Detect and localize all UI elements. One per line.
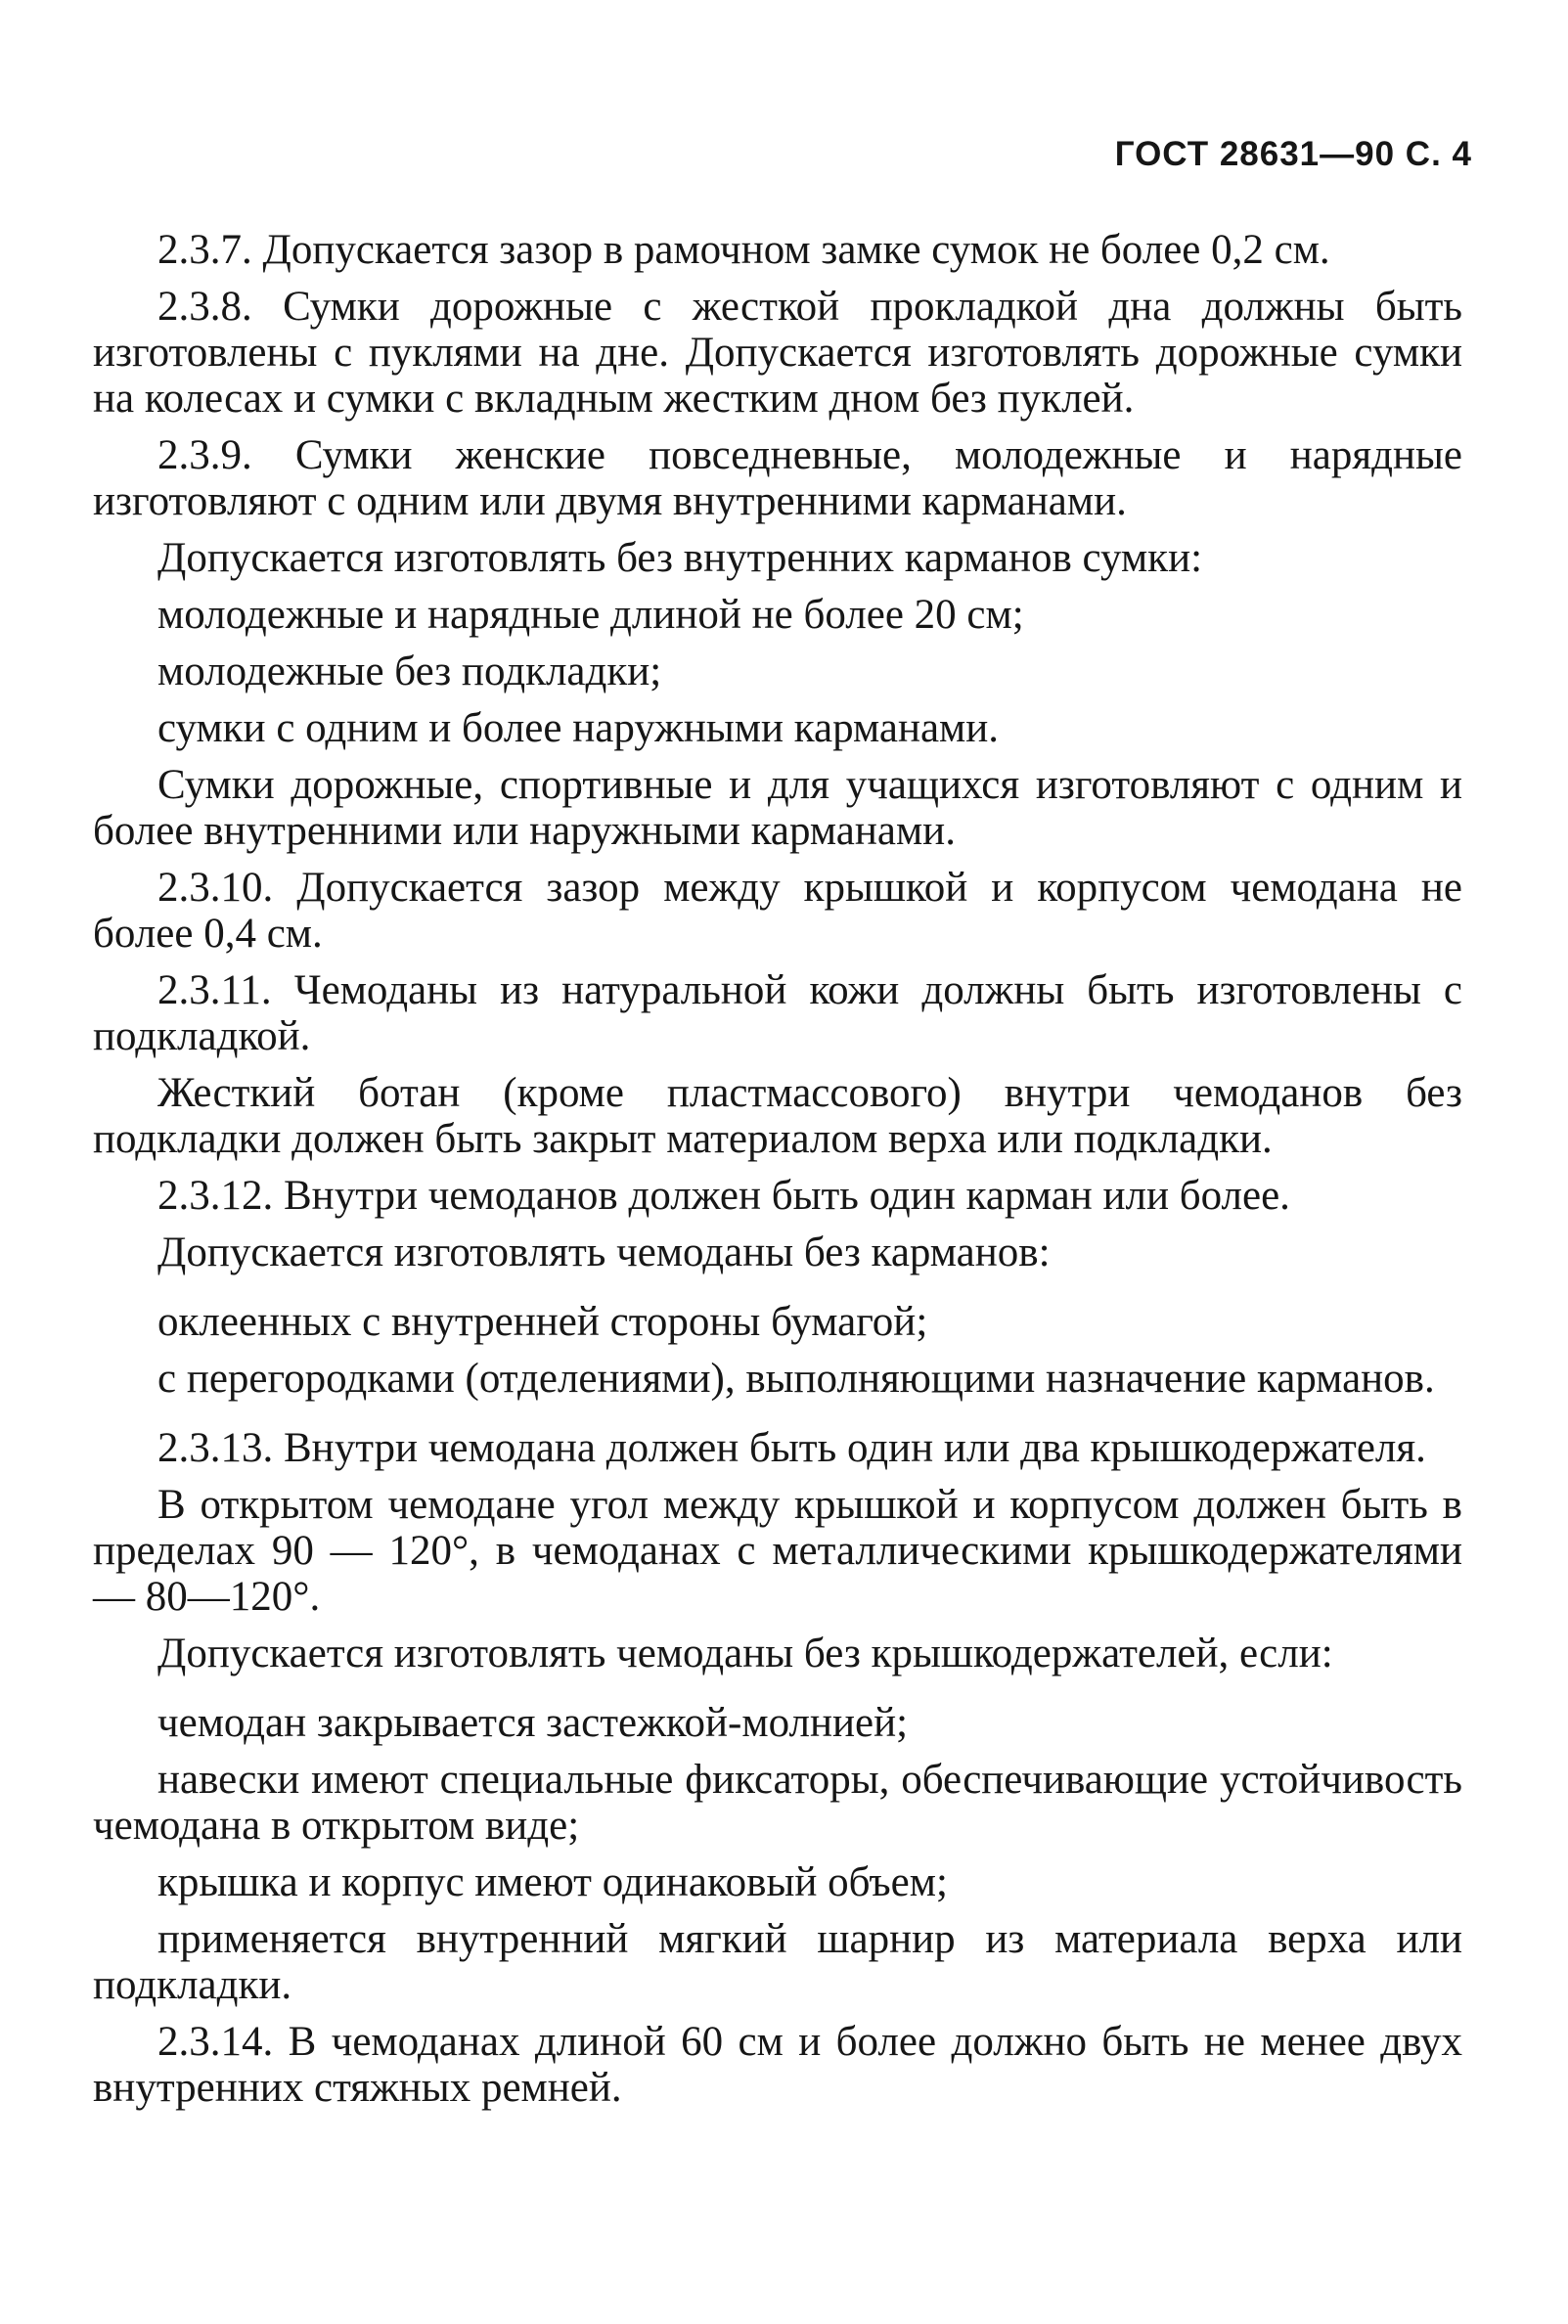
paragraph: Допускается изготовлять без внутренних карманов сумки: — [157, 535, 1203, 581]
list-item: навески имеют специальные фиксаторы, обеспечивающие устойчивость чемодана в открытом виде; — [93, 1757, 1462, 1849]
clause-2-3-11: 2.3.11. Чемоданы из натуральной кожи должны быть изготовлены с подкладкой. — [93, 967, 1462, 1059]
list-item: молодежные без подкладки; — [157, 648, 662, 694]
list-item: крышка и корпус имеют одинаковый объем; — [157, 1859, 948, 1905]
list-item: чемодан закрывается застежкой-молнией; — [157, 1700, 909, 1746]
document-body — [93, 227, 1462, 2122]
clause-2-3-12: 2.3.12. Внутри чемоданов должен быть один карман или более. — [157, 1173, 1290, 1219]
list-item: сумки с одним и более наружными карманами. — [157, 705, 1000, 751]
clause-2-3-9: 2.3.9. Сумки женские повседневные, молодежные и нарядные изготовляют с одним или двумя внутренними карманами. — [93, 432, 1462, 524]
list-item: с перегородками (отделениями), выполняющими назначение карманов. — [157, 1356, 1435, 1402]
paragraph: Жесткий ботан (кроме пластмассового) внутри чемоданов без подкладки должен быть закрыт материалом верха или подкладки. — [93, 1070, 1462, 1162]
page-header: ГОСТ 28631—90 С. 4 — [1114, 135, 1472, 173]
list-item: применяется внутренний мягкий шарнир из материала верха или подкладки. — [93, 1916, 1462, 2008]
paragraph: Сумки дорожные, спортивные и для учащихся изготовляют с одним и более внутренними или наружными карманами. — [93, 762, 1462, 854]
clause-2-3-13: 2.3.13. Внутри чемодана должен быть один или два крышкодержателя. — [157, 1425, 1426, 1471]
clause-2-3-14: 2.3.14. В чемоданах длиной 60 см и более должно быть не менее двух внутренних стяжных ремней. — [93, 2019, 1462, 2111]
list-item: оклеенных с внутренней стороны бумагой; — [157, 1299, 928, 1345]
paragraph: В открытом чемодане угол между крышкой и корпусом должен быть в пределах 90 — 120°, в чемоданах с металлическими крышкодержателями — 80—120°. — [93, 1482, 1462, 1620]
clause-2-3-10: 2.3.10. Допускается зазор между крышкой и корпусом чемодана не более 0,4 см. — [93, 865, 1462, 957]
clause-2-3-7: 2.3.7. Допускается зазор в рамочном замке сумок не более 0,2 см. — [157, 227, 1330, 273]
list-item: молодежные и нарядные длиной не более 20 см; — [157, 592, 1024, 638]
paragraph: Допускается изготовлять чемоданы без крышкодержателей, если: — [157, 1631, 1333, 1676]
clause-2-3-8: 2.3.8. Сумки дорожные с жесткой прокладкой дна должны быть изготовлены с пуклями на дне. Допускается изготовлять дорожные сумки на колесах и сумки с вкладным жестким дном без пуклей. — [93, 284, 1462, 422]
paragraph: Допускается изготовлять чемоданы без карманов: — [157, 1229, 1051, 1275]
